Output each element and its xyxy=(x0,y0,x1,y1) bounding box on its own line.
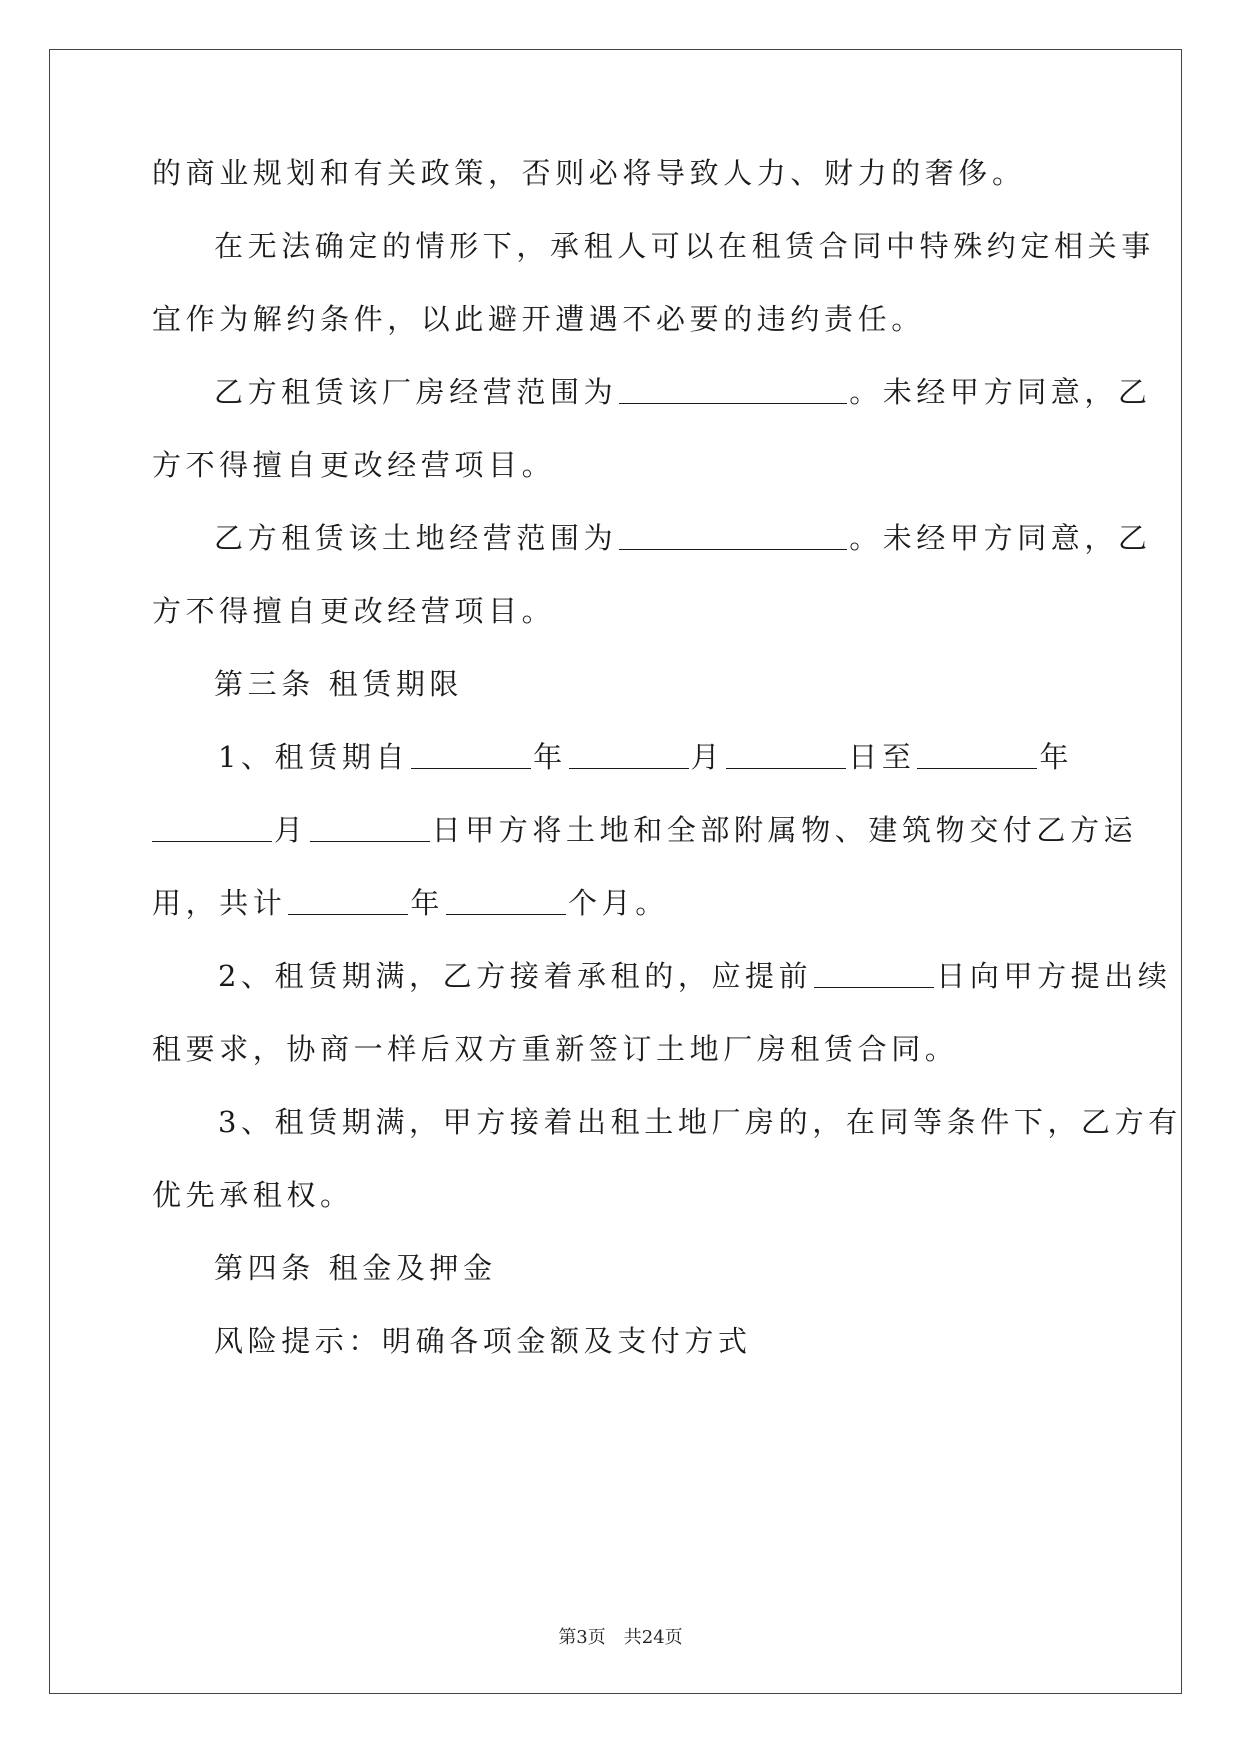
month-count-label: 个月。 xyxy=(568,886,669,920)
land-scope-line xyxy=(214,518,1152,558)
paragraph-line: 方不得擅自更改经营项目。 xyxy=(152,448,556,482)
paragraph-line: 在无法确定的情形下，承租人可以在租赁合同中特殊约定相关事 xyxy=(214,229,1155,263)
total-years-blank[interactable] xyxy=(288,886,408,915)
end-month-blank[interactable] xyxy=(152,813,272,842)
day-to-label: 日至 xyxy=(848,740,916,774)
renewal-text: 2、租赁期满，乙方接着承租的，应提前 xyxy=(218,959,813,993)
year-label: 年 xyxy=(410,886,445,920)
risk-tip: 风险提示：明确各项金额及支付方式 xyxy=(214,1324,752,1358)
month-label: 月 xyxy=(274,813,308,847)
factory-scope-blank[interactable] xyxy=(619,375,847,404)
paragraph-line: 宜作为解约条件，以此避开遭遇不必要的违约责任。 xyxy=(152,302,925,336)
start-year-blank[interactable] xyxy=(411,740,531,769)
lease-period-start-text: 1、租赁期自 xyxy=(218,740,410,774)
article-4-heading: 第四条 租金及押金 xyxy=(214,1251,497,1285)
end-day-blank[interactable] xyxy=(310,813,430,842)
paragraph-line: 的商业规划和有关政策，否则必将导致人力、财力的奢侈。 xyxy=(152,156,1026,190)
end-year-blank[interactable] xyxy=(917,740,1037,769)
total-text: 用，共计 xyxy=(152,886,287,920)
start-month-blank[interactable] xyxy=(569,740,689,769)
year-label: 年 xyxy=(1039,740,1074,774)
paragraph-line: 3、租赁期满，甲方接着出租土地厂房的，在同等条件下，乙方有 xyxy=(218,1105,1182,1139)
factory-scope-consent-text: 。未经甲方同意，乙 xyxy=(849,375,1152,409)
page-number: 第3页 xyxy=(558,1627,606,1648)
land-scope-blank[interactable] xyxy=(619,521,847,550)
renewal-days-blank[interactable] xyxy=(814,959,934,988)
factory-scope-text: 乙方租赁该厂房经营范围为 xyxy=(214,375,618,409)
paragraph-line: 优先承租权。 xyxy=(152,1178,354,1212)
land-scope-text: 乙方租赁该土地经营范围为 xyxy=(214,521,618,555)
page-footer xyxy=(0,1626,1241,1650)
renewal-request-text: 日向甲方提出续 xyxy=(936,959,1172,993)
paragraph-line: 方不得擅自更改经营项目。 xyxy=(152,594,556,628)
page-total: 共24页 xyxy=(623,1627,683,1648)
renewal-line xyxy=(218,956,1171,996)
lease-handover-line xyxy=(152,810,1137,850)
total-months-blank[interactable] xyxy=(446,886,566,915)
year-label: 年 xyxy=(533,740,567,774)
factory-scope-line xyxy=(214,372,1152,412)
lease-total-line xyxy=(152,883,669,923)
article-3-heading: 第三条 租赁期限 xyxy=(214,667,464,701)
lease-period-line xyxy=(218,737,1073,777)
start-day-blank[interactable] xyxy=(726,740,846,769)
paragraph-line: 租要求，协商一样后双方重新签订土地厂房租赁合同。 xyxy=(152,1032,959,1066)
page-frame xyxy=(49,49,1182,1694)
land-scope-consent-text: 。未经甲方同意，乙 xyxy=(849,521,1152,555)
handover-text: 日甲方将土地和全部附属物、建筑物交付乙方运 xyxy=(431,813,1138,847)
month-label: 月 xyxy=(690,740,725,774)
